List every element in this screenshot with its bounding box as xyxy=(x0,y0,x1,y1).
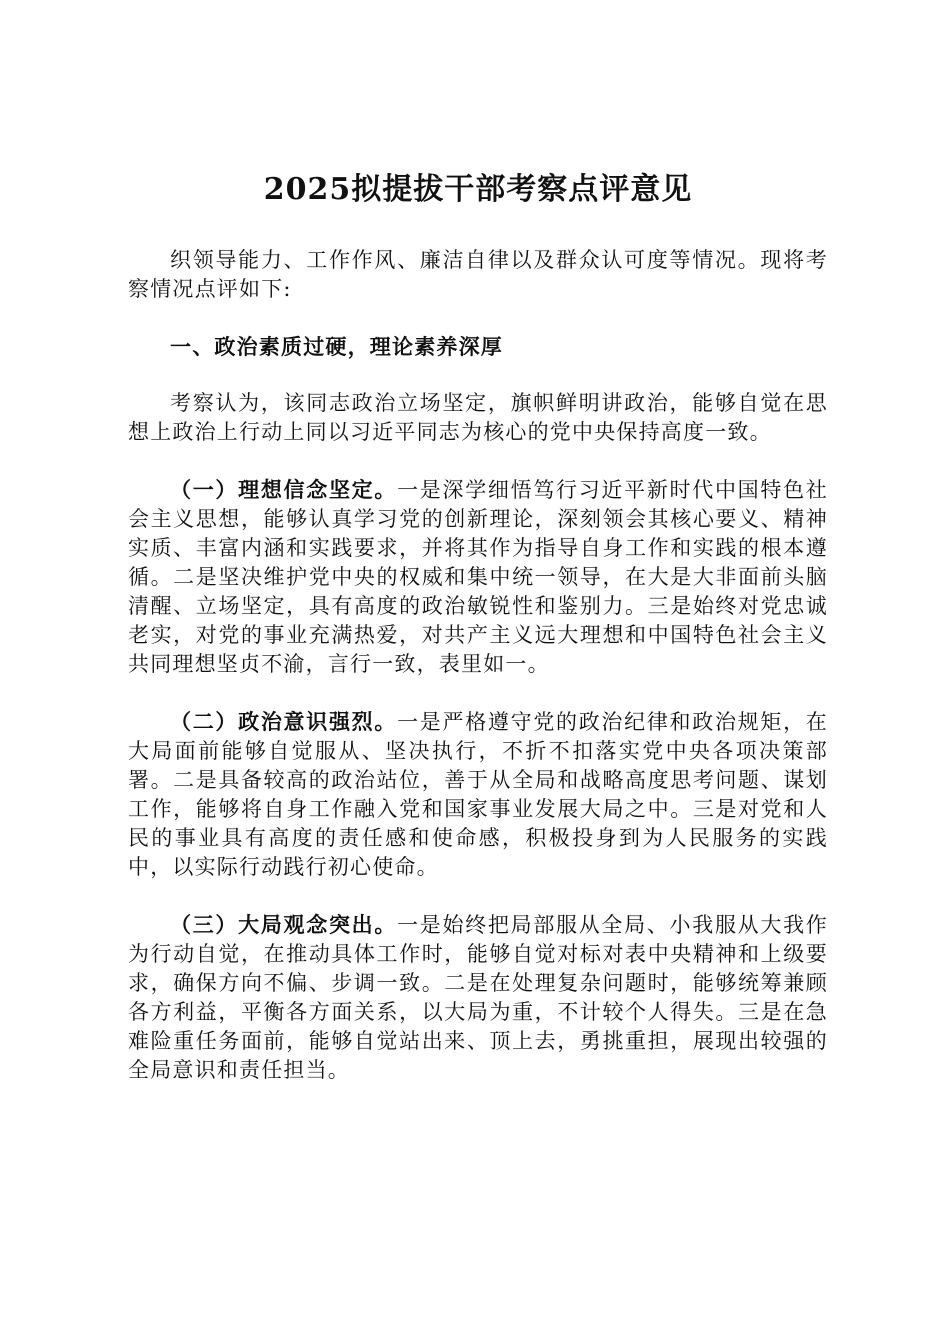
document-body xyxy=(128,168,828,1113)
item-paragraph-overall-view xyxy=(128,910,828,1085)
item-paragraph-ideals xyxy=(128,475,828,679)
item-lead: （一）理想信念坚定。 xyxy=(170,477,398,502)
intro-paragraph: 织领导能力、工作作风、廉洁自律以及群众认可度等情况。现将考察情况点评如下: xyxy=(128,248,828,301)
section-heading: 一、政治素质过硬，理论素养深厚 xyxy=(170,334,503,359)
document-title: 2025拟提拔干部考察点评意见 xyxy=(263,172,693,207)
section-summary-paragraph: 考察认为，该同志政治立场坚定，旗帜鲜明讲政治，能够自觉在思想上政治上行动上同以习近平同志为核心的党中央保持高度一致。 xyxy=(128,391,828,444)
item-body: 一是深学细悟笃行习近平新时代中国特色社会主义思想，能够认真学习党的创新理论，深刻领会其核心要义、精神实质、丰富内涵和实践要求，并将其作为指导自身工作和实践的根本遵循。二是坚决维护党中央的权威和集中统一领导，在大是大非面前头脑清醒、立场坚定，具有高度的政治敏锐性和鉴别力。三是始终对党忠诚老实，对党的事业充满热爱，对共产主义远大理想和中国特色社会主义共同理想坚贞不渝，言行一致，表里如一。 xyxy=(128,478,828,676)
item-lead: （三）大局观念突出。 xyxy=(170,912,398,937)
item-paragraph-political-awareness xyxy=(128,707,828,882)
item-body: 一是始终把局部服从全局、小我服从大我作为行动自觉，在推动具体工作时，能够自觉对标对表中央精神和上级要求，确保方向不偏、步调一致。二是在处理复杂问题时，能够统筹兼顾各方利益，平衡各方面关系，以大局为重，不计较个人得失。三是在急难险重任务面前，能够自觉站出来、顶上去，勇挑重担，展现出较强的全局意识和责任担当。 xyxy=(128,913,828,1082)
item-body: 一是严格遵守党的政治纪律和政治规矩，在大局面前能够自觉服从、坚决执行，不折不扣落实党中央各项决策部署。二是具备较高的政治站位，善于从全局和战略高度思考问题、谋划工作，能够将自身工作融入党和国家事业发展大局之中。三是对党和人民的事业具有高度的责任感和使命感，积极投身到为人民服务的实践中，以实际行动践行初心使命。 xyxy=(128,710,828,879)
item-lead: （二）政治意识强烈。 xyxy=(170,709,398,734)
